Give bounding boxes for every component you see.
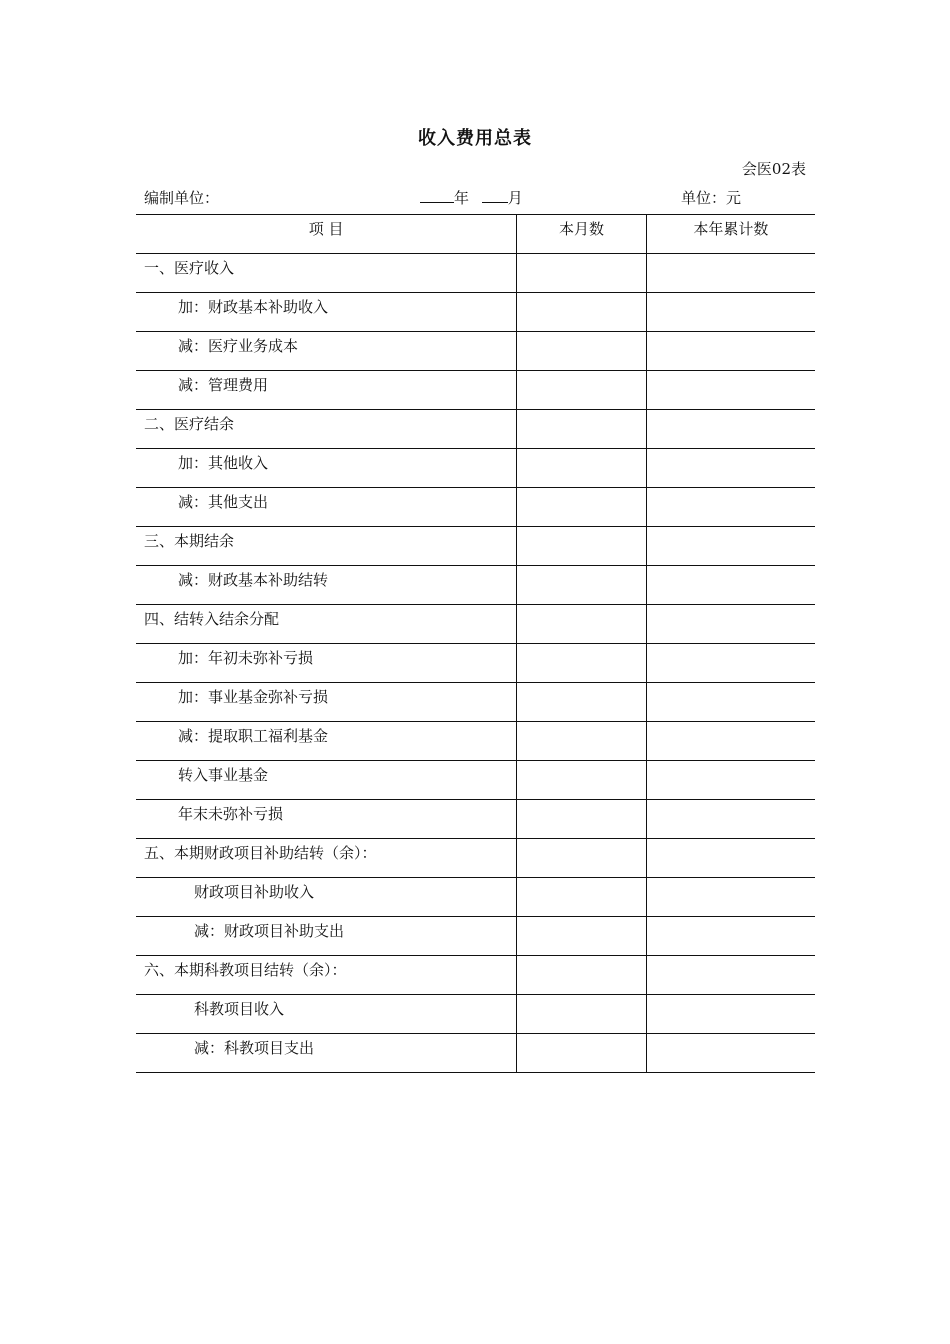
- month-value-cell[interactable]: [517, 410, 646, 449]
- item-label: 四、结转入结余分配: [144, 610, 280, 628]
- item-cell: [136, 293, 517, 332]
- header-month-label: 本月数: [559, 220, 605, 238]
- year-total-value-cell[interactable]: [646, 449, 815, 488]
- year-total-value-cell[interactable]: [646, 995, 815, 1034]
- table-row: [136, 800, 815, 839]
- month-value-cell[interactable]: [517, 488, 646, 527]
- item-label: 加：其他收入: [178, 454, 269, 472]
- year-total-value-cell[interactable]: [646, 488, 815, 527]
- item-cell: [136, 410, 517, 449]
- item-cell: [136, 878, 517, 917]
- item-cell: [136, 917, 517, 956]
- month-label: 月: [507, 189, 523, 207]
- header-item-label: 项 目: [308, 220, 344, 238]
- month-value-cell[interactable]: [517, 683, 646, 722]
- table-header-row: [136, 215, 815, 254]
- year-total-value-cell[interactable]: [646, 800, 815, 839]
- table-row: [136, 761, 815, 800]
- item-cell: [136, 995, 517, 1034]
- year-total-value-cell[interactable]: [646, 878, 815, 917]
- year-total-value-cell[interactable]: [646, 956, 815, 995]
- table-row: [136, 722, 815, 761]
- month-value-cell[interactable]: [517, 722, 646, 761]
- item-label: 五、本期财政项目补助结转（余）：: [144, 844, 377, 862]
- item-label: 二、医疗结余: [144, 415, 235, 433]
- item-label: 加：事业基金弥补亏损: [178, 688, 329, 706]
- table-row: [136, 449, 815, 488]
- item-cell: [136, 644, 517, 683]
- table-row: [136, 995, 815, 1034]
- preparer-label: 编制单位：: [144, 189, 220, 207]
- item-label: 减：科教项目支出: [194, 1039, 315, 1057]
- item-cell: [136, 332, 517, 371]
- item-label: 年末未弥补亏损: [178, 805, 284, 823]
- item-cell: [136, 956, 517, 995]
- year-blank[interactable]: [420, 188, 454, 203]
- item-cell: [136, 839, 517, 878]
- table-row: [136, 527, 815, 566]
- year-total-value-cell[interactable]: [646, 293, 815, 332]
- month-value-cell[interactable]: [517, 761, 646, 800]
- item-cell: [136, 371, 517, 410]
- month-value-cell[interactable]: [517, 449, 646, 488]
- item-cell: [136, 1034, 517, 1073]
- table-row: [136, 839, 815, 878]
- year-total-value-cell[interactable]: [646, 566, 815, 605]
- year-total-value-cell[interactable]: [646, 761, 815, 800]
- item-cell: [136, 683, 517, 722]
- form-code: 会医02表: [741, 160, 806, 178]
- header-item: [136, 215, 517, 254]
- month-value-cell[interactable]: [517, 527, 646, 566]
- year-total-value-cell[interactable]: [646, 605, 815, 644]
- table-row: [136, 956, 815, 995]
- month-value-cell[interactable]: [517, 917, 646, 956]
- item-cell: [136, 566, 517, 605]
- item-cell: [136, 254, 517, 293]
- month-value-cell[interactable]: [517, 566, 646, 605]
- item-cell: [136, 761, 517, 800]
- year-total-value-cell[interactable]: [646, 683, 815, 722]
- year-total-value-cell[interactable]: [646, 254, 815, 293]
- table-row: [136, 683, 815, 722]
- month-value-cell[interactable]: [517, 605, 646, 644]
- year-total-value-cell[interactable]: [646, 332, 815, 371]
- month-value-cell[interactable]: [517, 995, 646, 1034]
- report-date: [420, 187, 523, 208]
- item-cell: [136, 527, 517, 566]
- month-value-cell[interactable]: [517, 254, 646, 293]
- month-value-cell[interactable]: [517, 371, 646, 410]
- item-cell: [136, 722, 517, 761]
- item-label: 科教项目收入: [194, 1000, 285, 1018]
- year-total-value-cell[interactable]: [646, 839, 815, 878]
- income-expense-table: [136, 214, 815, 1073]
- item-cell: [136, 449, 517, 488]
- year-total-value-cell[interactable]: [646, 917, 815, 956]
- year-total-value-cell[interactable]: [646, 722, 815, 761]
- year-total-value-cell[interactable]: [646, 371, 815, 410]
- unit-label: 单位：元: [681, 189, 742, 207]
- year-label: 年: [454, 189, 470, 207]
- table-row: [136, 488, 815, 527]
- year-total-value-cell[interactable]: [646, 410, 815, 449]
- item-label: 减：管理费用: [178, 376, 269, 394]
- item-label: 减：医疗业务成本: [178, 337, 299, 355]
- item-label: 三、本期结余: [144, 532, 235, 550]
- table-row: [136, 1034, 815, 1073]
- item-cell: [136, 800, 517, 839]
- table-row: [136, 605, 815, 644]
- year-total-value-cell[interactable]: [646, 644, 815, 683]
- month-value-cell[interactable]: [517, 956, 646, 995]
- month-blank[interactable]: [482, 188, 508, 203]
- month-value-cell[interactable]: [517, 1034, 646, 1073]
- year-total-value-cell[interactable]: [646, 1034, 815, 1073]
- month-value-cell[interactable]: [517, 332, 646, 371]
- table-row: [136, 917, 815, 956]
- item-label: 加：年初未弥补亏损: [178, 649, 314, 667]
- item-label: 转入事业基金: [178, 766, 269, 784]
- item-label: 减：其他支出: [178, 493, 269, 511]
- table-row: [136, 371, 815, 410]
- month-value-cell[interactable]: [517, 878, 646, 917]
- header-year-total: [646, 215, 815, 254]
- table-row: [136, 293, 815, 332]
- item-cell: [136, 605, 517, 644]
- table-row: [136, 410, 815, 449]
- table-body: [136, 254, 815, 1073]
- table-row: [136, 566, 815, 605]
- item-label: 加：财政基本补助收入: [178, 298, 329, 316]
- table-row: [136, 254, 815, 293]
- item-cell: [136, 488, 517, 527]
- header-month: [517, 215, 646, 254]
- month-value-cell[interactable]: [517, 839, 646, 878]
- item-label: 六、本期科教项目结转（余）：: [144, 961, 347, 979]
- item-label: 财政项目补助收入: [194, 883, 315, 901]
- table-row: [136, 878, 815, 917]
- month-value-cell[interactable]: [517, 800, 646, 839]
- table-row: [136, 644, 815, 683]
- item-label: 减：提取职工福利基金: [178, 727, 329, 745]
- month-value-cell[interactable]: [517, 644, 646, 683]
- page-title: 收入费用总表: [418, 128, 532, 149]
- item-label: 减：财政项目补助支出: [194, 922, 345, 940]
- item-label: 减：财政基本补助结转: [178, 571, 329, 589]
- item-label: 一、医疗收入: [144, 259, 235, 277]
- table-row: [136, 332, 815, 371]
- header-year-total-label: 本年累计数: [693, 220, 769, 238]
- year-total-value-cell[interactable]: [646, 527, 815, 566]
- month-value-cell[interactable]: [517, 293, 646, 332]
